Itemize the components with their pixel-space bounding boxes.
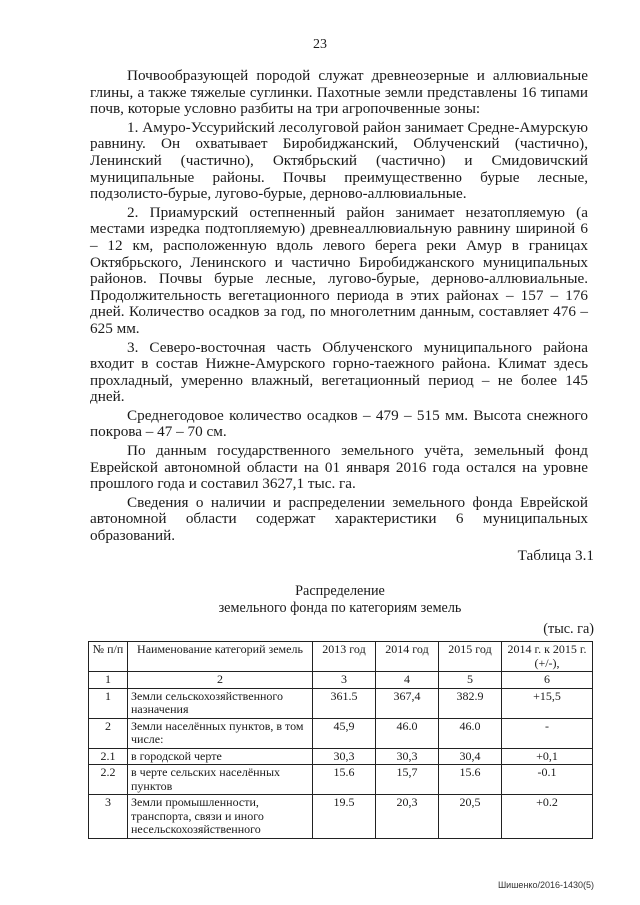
- page-number: 23: [313, 37, 327, 52]
- row-2014: 20,3: [376, 795, 439, 839]
- row-number: 3: [89, 795, 128, 839]
- row-2015: 382.9: [439, 688, 502, 718]
- caption-line-2: земельного фонда по категориям земель: [218, 600, 462, 616]
- header-number: № п/п: [89, 642, 128, 672]
- column-number: 5: [439, 672, 502, 689]
- row-change: -: [502, 718, 593, 748]
- row-2014: 367,4: [376, 688, 439, 718]
- paragraph-municipalities: Сведения о наличии и распределении земельного фонда Еврейской автономной области содержат характеристики 6 муниципальных образований.: [90, 493, 588, 545]
- header-category: Наименование категорий земель: [128, 642, 313, 672]
- row-2014: 46.0: [376, 718, 439, 748]
- column-number: 4: [376, 672, 439, 689]
- row-2015: 20,5: [439, 795, 502, 839]
- header-2013: 2013 год: [313, 642, 376, 672]
- paragraph-precipitation: Среднегодовое количество осадков – 479 – 515 мм. Высота снежного покрова – 47 – 70 см.: [90, 406, 588, 441]
- header-2014: 2014 год: [376, 642, 439, 672]
- row-2013: 15.6: [313, 765, 376, 795]
- table-row: [89, 748, 593, 765]
- row-2014: 15,7: [376, 765, 439, 795]
- header-change: 2014 г. к 2015 г. (+/-),: [502, 642, 593, 672]
- column-number: 1: [89, 672, 128, 689]
- row-number: 2: [89, 718, 128, 748]
- header-2015: 2015 год: [439, 642, 502, 672]
- table-header-row: [89, 642, 593, 672]
- row-category: Земли промышленности, транспорта, связи и иного несельскохозяйственного: [128, 795, 313, 839]
- paragraph-soils-intro: Почвообразующей породой служат древнеозерные и аллювиальные глины, а также тяжелые суглинки. Пахотные земли представлены 16 типами почв, которые условно разбиты на три агропочвенные зоны:: [90, 67, 588, 118]
- table-row: [89, 765, 593, 795]
- row-2013: 19.5: [313, 795, 376, 839]
- row-2015: 30,4: [439, 748, 502, 765]
- row-2015: 46.0: [439, 718, 502, 748]
- row-change: -0.1: [502, 765, 593, 795]
- row-category: в черте сельских населённых пунктов: [128, 765, 313, 795]
- column-number: 6: [502, 672, 593, 689]
- row-change: +0,1: [502, 748, 593, 765]
- row-category: в городской черте: [128, 748, 313, 765]
- row-2013: 30,3: [313, 748, 376, 765]
- row-number: 2.1: [89, 748, 128, 765]
- row-number: 2.2: [89, 765, 128, 795]
- body-text: [90, 68, 588, 547]
- table-row: [89, 688, 593, 718]
- paragraph-land-fund: По данным государственного земельного учёта, земельный фонд Еврейской автономной области на 01 января 2016 года остался на уровне прошлого года и составил 3627,1 тыс. га.: [90, 442, 588, 493]
- paragraph-zone-3: 3. Северо-восточная часть Облученского муниципального района входит в состав Нижне-Амурского горно-таежного района. Климат здесь прохладный, умеренно влажный, вегетационный период – не более 145 дней.: [90, 338, 588, 406]
- row-change: +15,5: [502, 688, 593, 718]
- table-row: [89, 795, 593, 839]
- caption-line-1: Распределение: [295, 583, 385, 599]
- row-2014: 30,3: [376, 748, 439, 765]
- column-number-row: [89, 672, 593, 689]
- document-footer-code: Шишенко/2016-1430(5): [497, 880, 594, 890]
- paragraph-zone-1: 1. Амуро-Уссурийский лесолуговой район занимает Средне-Амурскую равнину. Он охватывает Биробиджанский, Облученский (частично), Ленинский (частично), Октябрьский (частично) и Смидовичский муниципальные районы. Почвы преимущественно бурые лесные, подзолисто-бурые, лугово-бурые, дерново-аллювиальные.: [90, 118, 588, 203]
- row-category: Земли сельскохозяйственного назначения: [128, 688, 313, 718]
- row-number: 1: [89, 688, 128, 718]
- land-fund-table: [88, 641, 593, 839]
- table-label: Таблица 3.1: [517, 547, 594, 564]
- column-number: 2: [128, 672, 313, 689]
- row-category: Земли населённых пунктов, в том числе:: [128, 718, 313, 748]
- column-number: 3: [313, 672, 376, 689]
- row-2015: 15.6: [439, 765, 502, 795]
- row-2013: 361.5: [313, 688, 376, 718]
- row-change: +0.2: [502, 795, 593, 839]
- table-caption: [90, 583, 590, 617]
- table-units: (тыс. га): [543, 621, 594, 637]
- table-row: [89, 718, 593, 748]
- paragraph-zone-2: 2. Приамурский остепненный район занимает незатопляемую (а местами изредка подтопляемую) древнеаллювиальную равнину шириной 6 – 12 км, расположенную вдоль левого берега реки Амур в границах Октябрьского, Ленинского и частично Биробиджанского муниципальных районов. Почвы бурые лесные, лугово-бурые, дерново-аллювиальные. Продолжительность вегетационного периода в этих районах – 157 – 176 дней. Количество осадков за год, по многолетним данным, составляет 476 – 625 мм.: [90, 203, 588, 337]
- row-2013: 45,9: [313, 718, 376, 748]
